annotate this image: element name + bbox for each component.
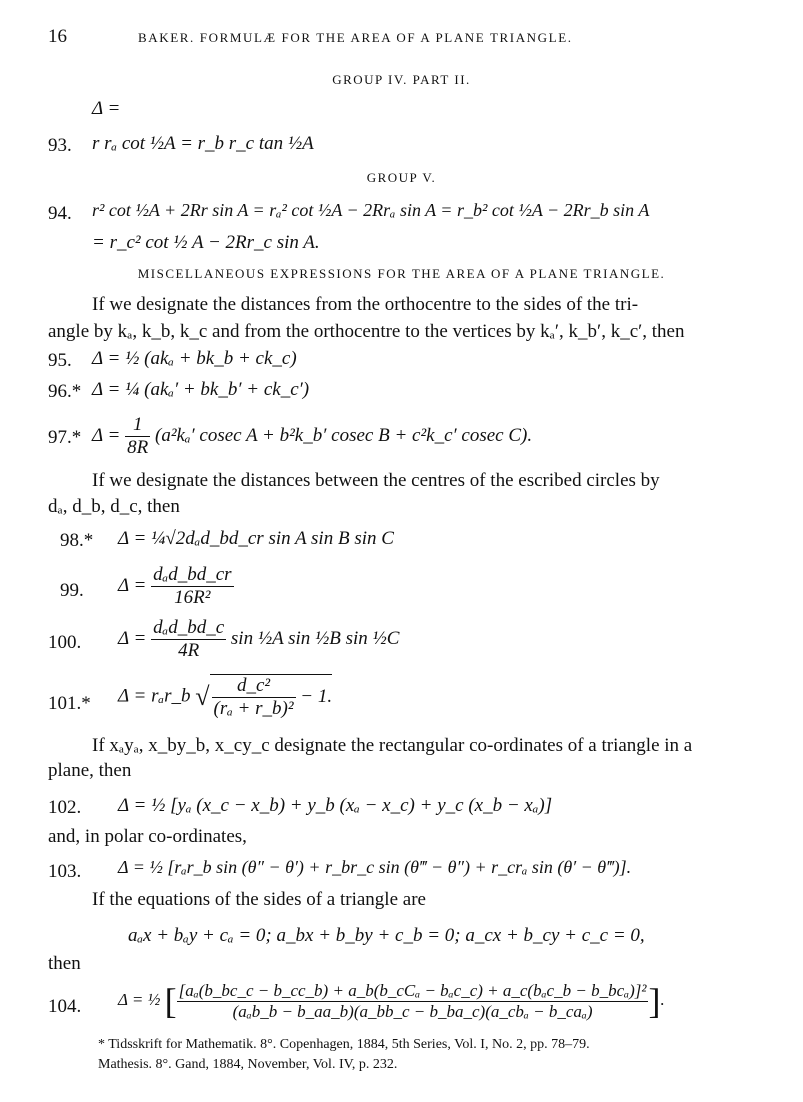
eq-101-rest: − 1. <box>300 685 333 707</box>
eq-104-number: 104. <box>48 996 82 1017</box>
eq-94-line1: r² cot ½A + 2Rr sin A = rₐ² cot ½A − 2Rrₐ sin A = r_b² cot ½A − 2Rr_b sin A <box>92 200 650 220</box>
eq-101 <box>118 674 332 720</box>
right-bracket-icon: ] <box>648 981 661 1021</box>
eq-99-numerator: dₐd_bd_cr <box>153 564 232 585</box>
eq-100-numerator: dₐd_bd_c <box>153 617 225 638</box>
group-iv-heading: GROUP IV. PART II. <box>332 72 471 87</box>
para-2-line-1: If we designate the distances between the centres of the escribed circles by <box>92 470 660 491</box>
eq-94-line2: = r_c² cot ½ A − 2Rr_c sin A. <box>92 232 320 253</box>
eq-97-denominator: 8R <box>127 437 149 458</box>
running-title: BAKER. FORMULÆ FOR THE AREA OF A PLANE TRIANGLE. <box>138 30 573 45</box>
eq-104-fraction <box>177 981 649 1022</box>
eq-101-lhs: Δ = rₐr_b <box>118 685 191 707</box>
eq-104-tail: . <box>660 989 665 1009</box>
left-bracket-icon: [ <box>164 981 177 1021</box>
eq-100-fraction <box>151 617 226 662</box>
para-4: and, in polar co-ordinates, <box>48 826 247 847</box>
eq-95: Δ = ½ (akₐ + bk_b + ck_c) <box>92 348 297 369</box>
para-3-line-1: If xₐyₐ, x_by_b, x_cy_c designate the rectangular co-ordinates of a triangle in a <box>92 735 693 756</box>
para-1-line-2: angle by kₐ, k_b, k_c and from the orthocentre to the vertices by kₐ′, k_b′, k_c′, then <box>48 321 685 342</box>
eq-96: Δ = ¼ (akₐ′ + bk_b′ + ck_c′) <box>92 379 310 400</box>
eq-103: Δ = ½ [rₐr_b sin (θ″ − θ′) + r_br_c sin (θ‴ − θ″) + r_crₐ sin (θ′ − θ‴)]. <box>118 857 632 877</box>
eq-96-number: 96.* <box>48 381 82 402</box>
para-2-line-2: dₐ, d_b, d_c, then <box>48 496 180 517</box>
group-iv-delta: Δ = <box>92 98 121 119</box>
eq-101-fraction <box>212 675 296 720</box>
eq-98-number: 98.* <box>60 530 94 551</box>
eq-102-number: 102. <box>48 797 82 818</box>
eq-99 <box>118 564 234 609</box>
misc-heading: MISCELLANEOUS EXPRESSIONS FOR THE AREA OF A PLANE TRIANGLE. <box>137 266 666 281</box>
eq-100-rest: sin ½A sin ½B sin ½C <box>230 627 400 649</box>
eq-104-denominator: (aₐb_b − b_aa_b)(a_bb_c − b_ba_c)(a_cbₐ − b_caₐ) <box>232 1001 593 1021</box>
eq-99-number: 99. <box>60 580 84 601</box>
eq-98: Δ = ¼√2dₐd_bd_cr sin A sin B sin C <box>118 528 394 549</box>
eq-97-rest: (a²kₐ′ cosec A + b²k_b′ cosec B + c²k_c′ cosec C). <box>155 424 533 446</box>
eq-100-denominator: 4R <box>178 640 200 661</box>
footnote-line-2: Mathesis. 8°. Gand, 1884, November, Vol. IV, p. 232. <box>98 1057 398 1072</box>
eq-97-fraction <box>125 414 150 459</box>
eq-95-number: 95. <box>48 350 72 371</box>
eq-100 <box>118 617 399 662</box>
eq-99-denominator: 16R² <box>174 587 211 608</box>
page-number: 16 <box>48 26 67 47</box>
eq-101-radicand <box>210 674 333 720</box>
eq-97-numerator: 1 <box>125 414 150 437</box>
eq-100-lhs: Δ = <box>118 627 147 649</box>
eq-93: r rₐ cot ½A = r_b r_c tan ½A <box>92 133 314 154</box>
eq-97-lhs: Δ = <box>92 424 121 446</box>
eq-104-numerator: [aₐ(b_bc_c − b_cc_b) + a_b(b_cCₐ − bₐc_c) + a_c(bₐc_b − b_bcₐ)]² <box>178 980 647 1000</box>
footnote-line-1: * Tidsskrift for Mathematik. 8°. Copenhagen, 1884, 5th Series, Vol. I, No. 2, pp. 78–79. <box>98 1037 590 1052</box>
eq-100-number: 100. <box>48 632 82 653</box>
para-5: If the equations of the sides of a triangle are <box>92 889 426 910</box>
para-1-line-1: If we designate the distances from the orthocentre to the sides of the tri- <box>92 294 639 315</box>
eq-103-number: 103. <box>48 861 82 882</box>
radical-sign-icon: √ <box>195 682 210 711</box>
group-v-heading: GROUP V. <box>366 170 437 185</box>
eq-94-number: 94. <box>48 203 72 224</box>
eq-101-numerator: d_c² <box>212 675 296 698</box>
eq-99-lhs: Δ = <box>118 574 147 596</box>
eq-93-number: 93. <box>48 135 72 156</box>
eq-104 <box>118 980 665 1022</box>
eq-101-denominator: (rₐ + r_b)² <box>213 698 294 719</box>
eq-104-lhs: Δ = ½ <box>118 989 161 1009</box>
eq-97-number: 97.* <box>48 427 82 448</box>
eq-sides: aₐx + bₐy + cₐ = 0; a_bx + b_by + c_b = 0; a_cx + b_cy + c_c = 0, <box>128 925 645 946</box>
para-6: then <box>48 953 81 974</box>
eq-101-number: 101.* <box>48 693 91 714</box>
eq-97 <box>92 414 532 459</box>
para-3-line-2: plane, then <box>48 760 132 781</box>
eq-102: Δ = ½ [yₐ (x_c − x_b) + y_b (xₐ − x_c) + y_c (x_b − xₐ)] <box>118 795 553 816</box>
eq-99-fraction <box>151 564 233 609</box>
